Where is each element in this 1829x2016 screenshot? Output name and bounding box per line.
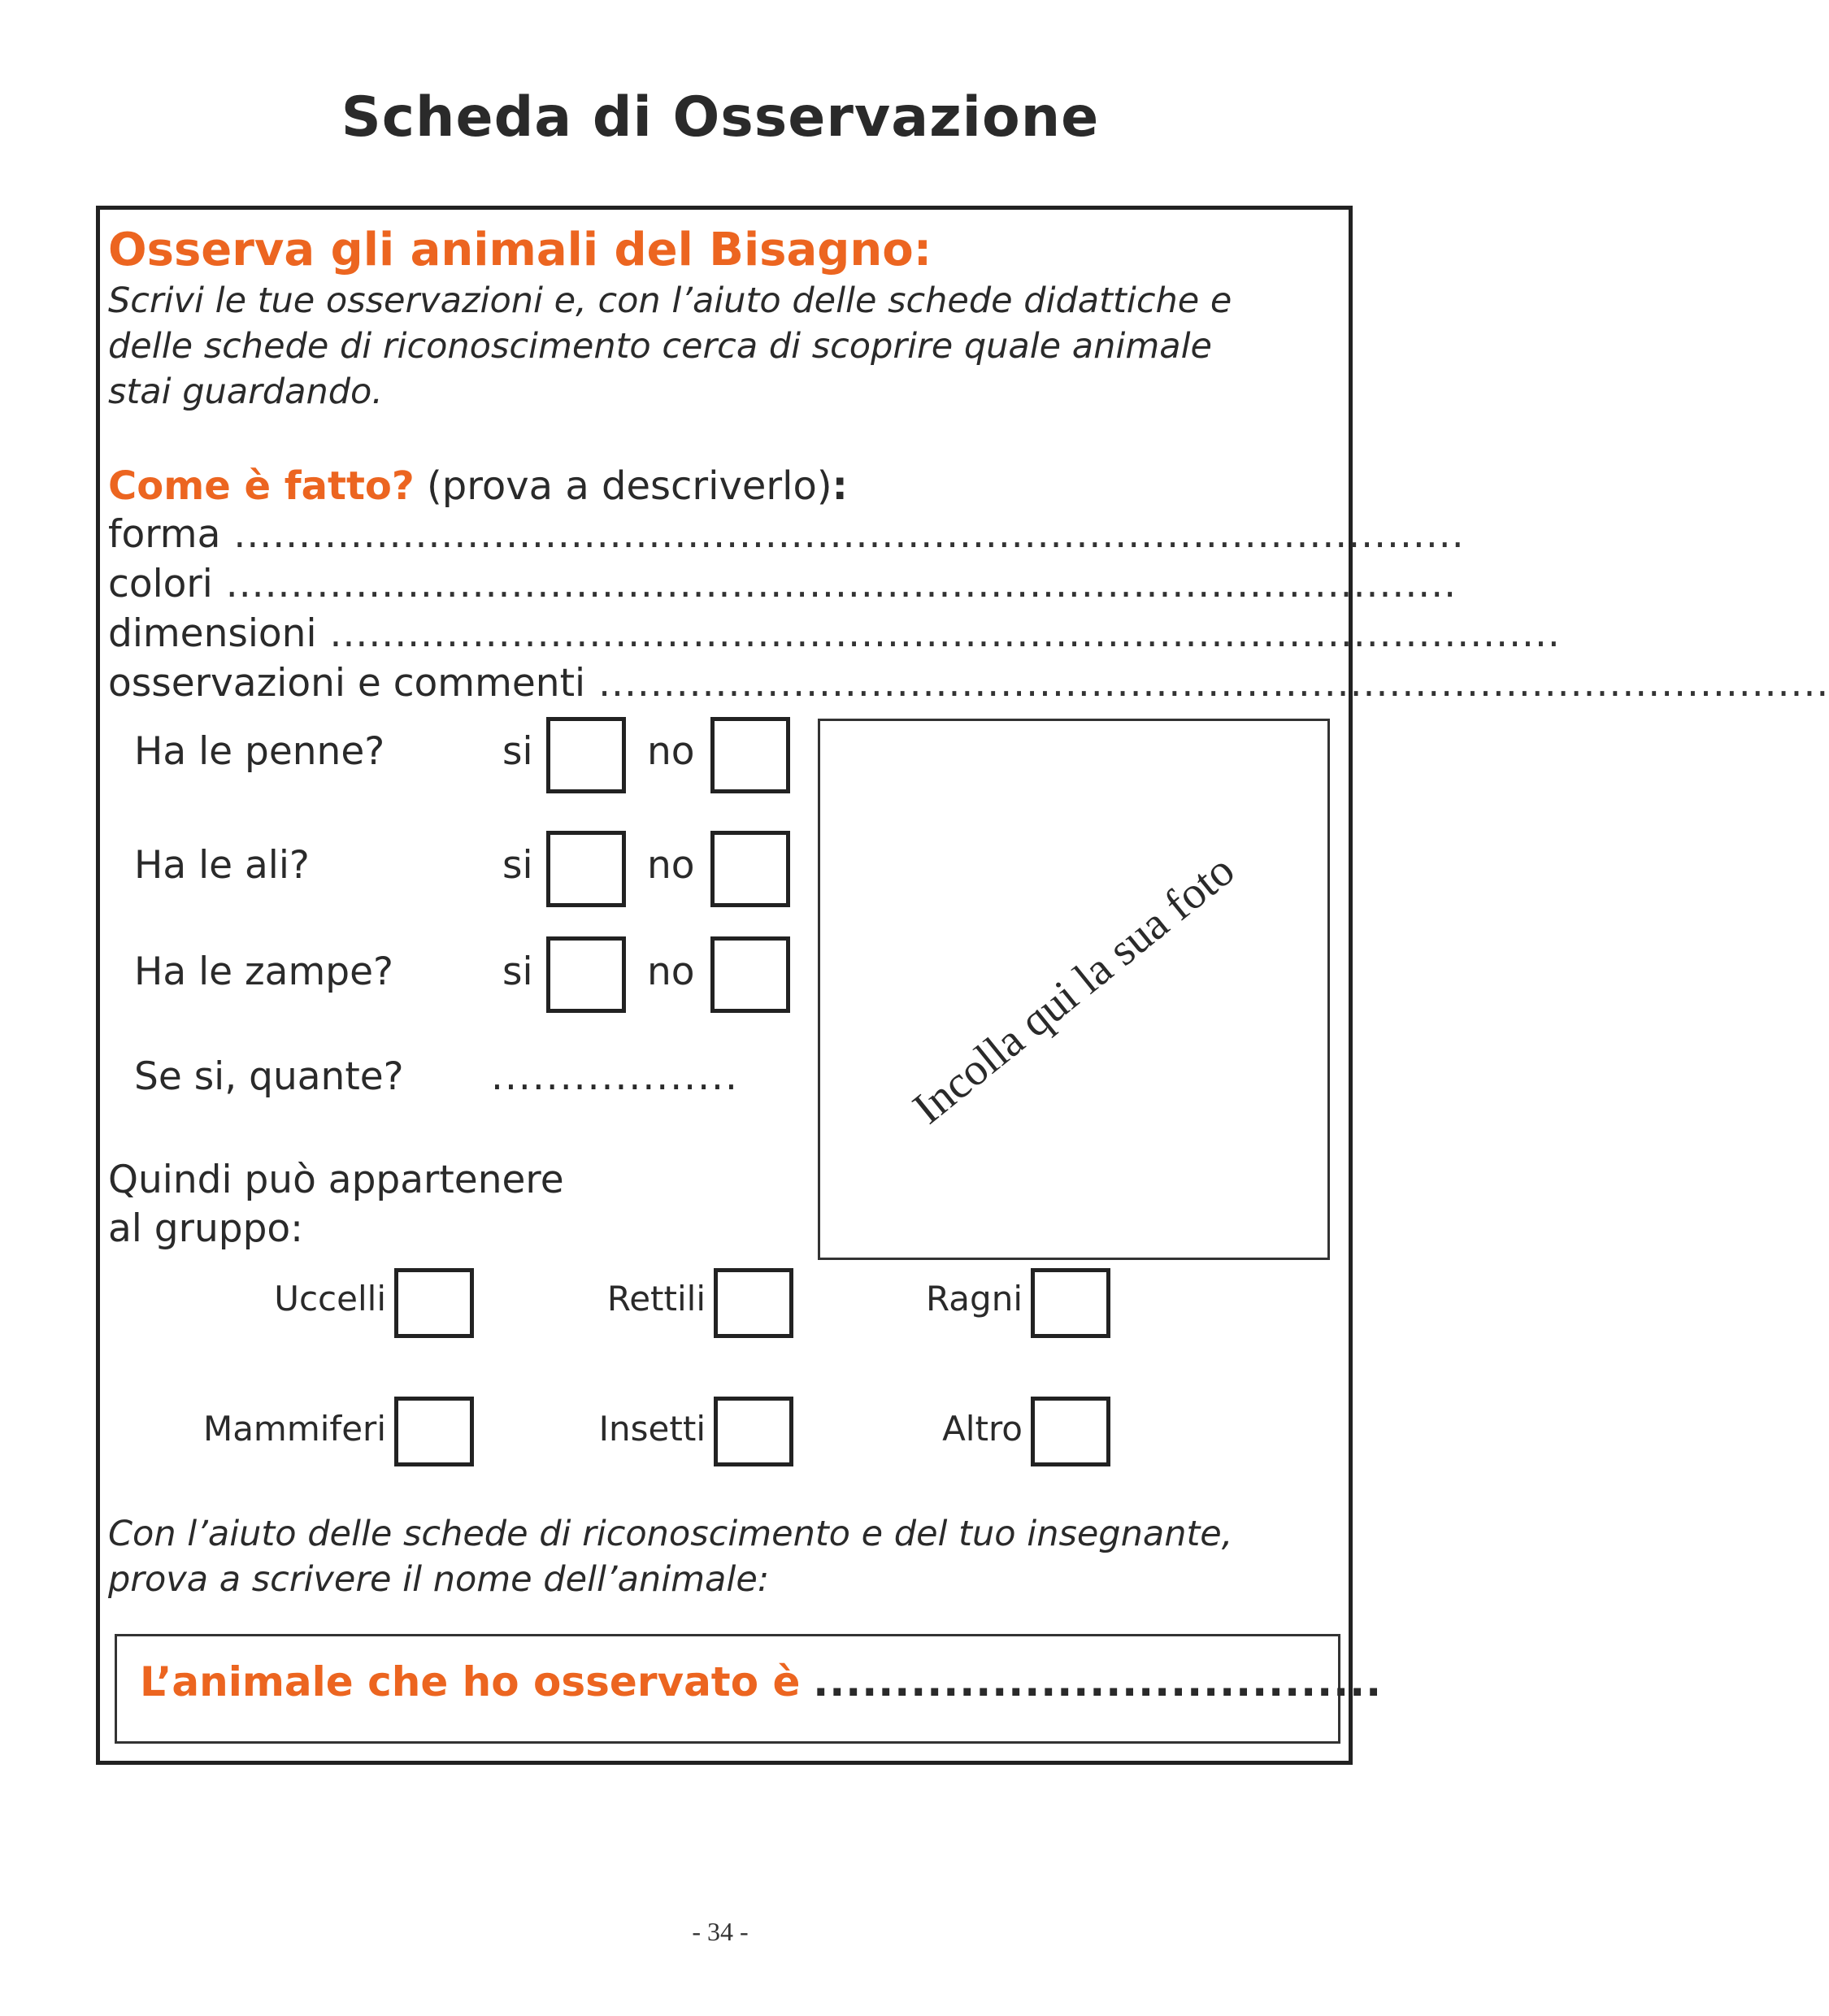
group-prompt-line: al gruppo: — [108, 1206, 304, 1251]
count-question: Se si, quante? — [134, 1054, 404, 1099]
closing-text-line: prova a scrivere il nome dell’animale: — [108, 1559, 770, 1600]
description-heading-colon: : — [832, 463, 848, 509]
answer-label: L’animale che ho osservato è — [140, 1658, 801, 1705]
count-dots[interactable]: .................. — [491, 1054, 739, 1099]
field-dots: ............................................................................................... — [233, 512, 1465, 557]
zampe-yes-checkbox[interactable] — [546, 936, 626, 1013]
question-zampe: Ha le zampe? — [134, 949, 393, 994]
yes-label: si — [502, 949, 533, 994]
field-dots: ............................................................................................... — [598, 661, 1829, 706]
description-heading-note: (prova a descriverlo) — [427, 463, 832, 509]
field-label: forma — [108, 512, 221, 557]
yes-label: si — [502, 729, 533, 774]
group-label-insetti: Insetti — [598, 1409, 706, 1449]
group-label-ragni: Ragni — [926, 1279, 1023, 1319]
question-ali: Ha le ali? — [134, 843, 310, 888]
penne-no-checkbox[interactable] — [710, 717, 790, 793]
group-prompt-line: Quindi può appartenere — [108, 1158, 564, 1202]
zampe-no-checkbox[interactable] — [710, 936, 790, 1013]
answer-row[interactable] — [140, 1658, 1382, 1705]
intro-text-line: stai guardando. — [108, 371, 383, 412]
field-label: colori — [108, 562, 213, 606]
description-heading — [108, 463, 848, 509]
question-penne: Ha le penne? — [134, 729, 385, 774]
insetti-checkbox[interactable] — [714, 1397, 793, 1466]
group-label-mammiferi: Mammiferi — [202, 1409, 386, 1449]
no-label: no — [647, 843, 695, 888]
ragni-checkbox[interactable] — [1031, 1268, 1110, 1338]
field-dimensioni[interactable] — [108, 611, 1561, 656]
page-number: - 34 - — [692, 1917, 749, 1946]
answer-dots: ................................... — [813, 1658, 1383, 1705]
field-dots: ............................................................................................... — [225, 562, 1458, 606]
field-colori[interactable] — [108, 562, 1458, 606]
intro-text-line: Scrivi le tue osservazioni e, con l’aiuto delle schede didattiche e — [108, 280, 1232, 321]
description-heading-title: Come è fatto? — [108, 463, 415, 509]
rettili-checkbox[interactable] — [714, 1268, 793, 1338]
field-label: osservazioni e commenti — [108, 661, 586, 706]
ali-yes-checkbox[interactable] — [546, 831, 626, 907]
no-label: no — [647, 729, 695, 774]
group-label-altro: Altro — [942, 1409, 1023, 1449]
field-forma[interactable] — [108, 512, 1465, 557]
field-label: dimensioni — [108, 611, 317, 656]
page-title: Scheda di Osservazione — [341, 85, 1100, 150]
altro-checkbox[interactable] — [1031, 1397, 1110, 1466]
yes-label: si — [502, 843, 533, 888]
closing-text-line: Con l’aiuto delle schede di riconoscimento e del tuo insegnante, — [108, 1514, 1233, 1554]
field-dots: ............................................................................................... — [329, 611, 1561, 656]
photo-caption: Incolla qui la sua foto — [903, 845, 1245, 1134]
field-osservazioni-commenti[interactable] — [108, 661, 1829, 706]
group-label-uccelli: Uccelli — [274, 1279, 386, 1319]
uccelli-checkbox[interactable] — [394, 1268, 474, 1338]
no-label: no — [647, 949, 695, 994]
group-label-rettili: Rettili — [606, 1279, 706, 1319]
penne-yes-checkbox[interactable] — [546, 717, 626, 793]
section-heading-observe: Osserva gli animali del Bisagno: — [108, 224, 932, 276]
ali-no-checkbox[interactable] — [710, 831, 790, 907]
mammiferi-checkbox[interactable] — [394, 1397, 474, 1466]
intro-text-line: delle schede di riconoscimento cerca di scoprire quale animale — [108, 326, 1212, 367]
